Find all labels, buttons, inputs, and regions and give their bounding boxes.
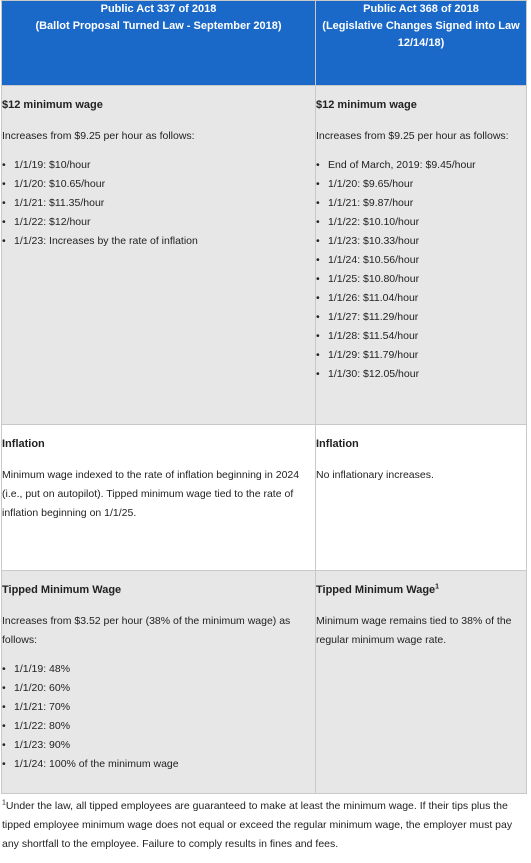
- list-item: • 1/1/26: $11.04/hour: [316, 289, 526, 308]
- header-right-line1: Public Act 368 of 2018: [363, 3, 479, 15]
- footnote: [1, 794, 526, 854]
- inflation-left-cell: [2, 425, 316, 571]
- section-title: [316, 581, 526, 600]
- intro-text: Increases from $9.25 per hour as follows:: [316, 130, 509, 142]
- list-item: • 1/1/24: 100% of the minimum wage: [2, 755, 315, 774]
- wage-schedule-list: [316, 156, 526, 384]
- inflation-right-cell: [316, 425, 527, 571]
- inflation-text: No inflationary increases.: [316, 469, 434, 481]
- list-item: • 1/1/24: $10.56/hour: [316, 251, 526, 270]
- minimum-wage-left-cell: [2, 86, 316, 425]
- footnote-text: Under the law, all tipped employees are guaranteed to make at least the minimum wage. If their tips plus the tipped employee minimum wage does not equal or exceed the regular minimum wage, the employer must pay any shortfall to the employee. Failure to comply results in fines and fees.: [2, 800, 513, 850]
- header-left-line2: (Ballot Proposal Turned Law - September 2018): [35, 20, 282, 32]
- list-item: • 1/1/21: 70%: [2, 698, 315, 717]
- tipped-schedule-list: [2, 660, 315, 774]
- comparison-table: [1, 0, 527, 794]
- list-item: • 1/1/20: $9.65/hour: [316, 175, 526, 194]
- list-item: • 1/1/19: 48%: [2, 660, 315, 679]
- list-item: • 1/1/23: $10.33/hour: [316, 232, 526, 251]
- header-row: [2, 1, 527, 86]
- header-public-act-337: [2, 1, 316, 86]
- section-title: $12 minimum wage: [2, 99, 103, 111]
- footnote-marker: 1: [435, 583, 440, 591]
- list-item: • 1/1/30: $12.05/hour: [316, 365, 526, 384]
- wage-schedule-list: [2, 156, 315, 251]
- list-item: • End of March, 2019: $9.45/hour: [316, 156, 526, 175]
- list-item: • 1/1/22: 80%: [2, 717, 315, 736]
- minimum-wage-row: [2, 86, 527, 425]
- list-item: • 1/1/22: $10.10/hour: [316, 213, 526, 232]
- list-item: • 1/1/21: $11.35/hour: [2, 194, 315, 213]
- list-item: • 1/1/25: $10.80/hour: [316, 270, 526, 289]
- section-title: Inflation: [2, 438, 45, 450]
- tipped-wage-right-cell: [316, 571, 527, 794]
- section-title: $12 minimum wage: [316, 99, 417, 111]
- list-item: • 1/1/23: 90%: [2, 736, 315, 755]
- list-item: • 1/1/22: $12/hour: [2, 213, 315, 232]
- inflation-text: Minimum wage indexed to the rate of inflation beginning in 2024 (i.e., put on autopilot). Tipped minimum wage tied to the rate of inflation beginning on 1/1/25.: [2, 469, 300, 519]
- list-item: • 1/1/27: $11.29/hour: [316, 308, 526, 327]
- list-item: • 1/1/20: 60%: [2, 679, 315, 698]
- comparison-document: [1, 0, 526, 854]
- header-left-line1: Public Act 337 of 2018: [100, 3, 217, 15]
- section-title: Inflation: [316, 438, 359, 450]
- list-item: • 1/1/28: $11.54/hour: [316, 327, 526, 346]
- header-right-line2: (Legislative Changes Signed into Law 12/14/18): [322, 20, 520, 49]
- tipped-wage-left-cell: [2, 571, 316, 794]
- list-item: • 1/1/20: $10.65/hour: [2, 175, 315, 194]
- list-item: • 1/1/21: $9.87/hour: [316, 194, 526, 213]
- minimum-wage-right-cell: [316, 86, 527, 425]
- inflation-row: [2, 425, 527, 571]
- section-title-text: Tipped Minimum Wage: [316, 584, 436, 596]
- intro-text: Increases from $9.25 per hour as follows:: [2, 130, 195, 142]
- footnote-marker: 1: [2, 799, 6, 807]
- list-item: • 1/1/19: $10/hour: [2, 156, 315, 175]
- list-item: • 1/1/29: $11.79/hour: [316, 346, 526, 365]
- intro-text: Increases from $3.52 per hour (38% of the minimum wage) as follows:: [2, 615, 291, 646]
- header-public-act-368: [316, 1, 527, 86]
- section-title: Tipped Minimum Wage: [2, 584, 122, 596]
- tipped-wage-text: Minimum wage remains tied to 38% of the regular minimum wage rate.: [316, 615, 512, 646]
- tipped-wage-row: [2, 571, 527, 794]
- list-item: • 1/1/23: Increases by the rate of inflation: [2, 232, 315, 251]
